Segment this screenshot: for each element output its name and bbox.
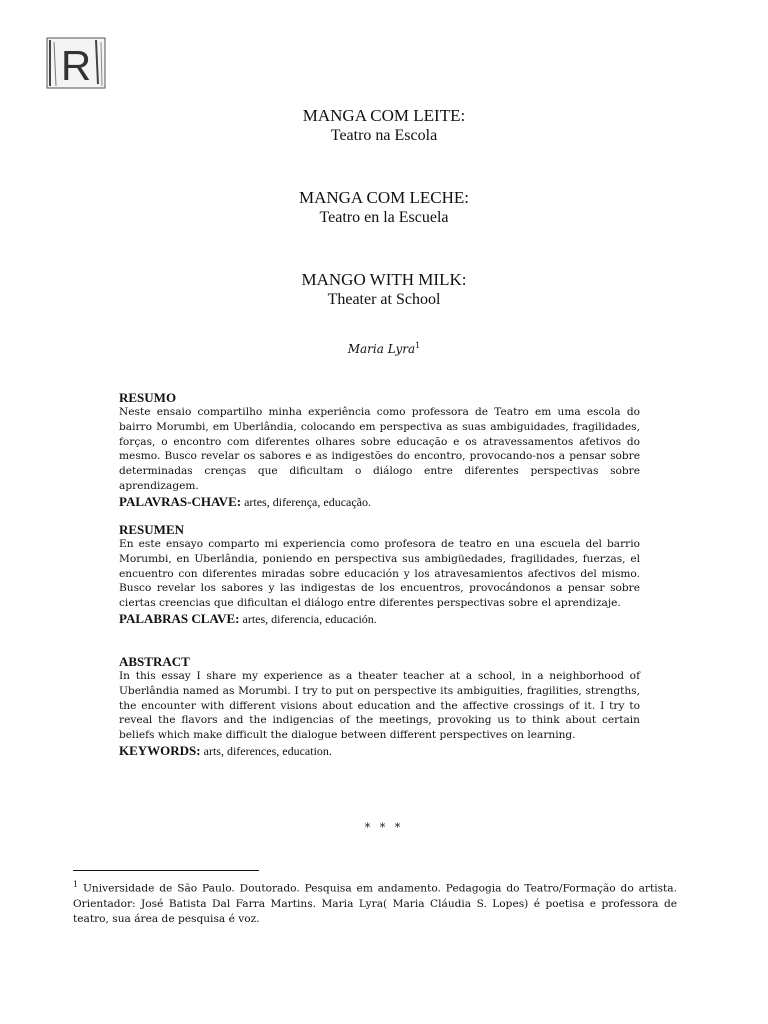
keywords-label: KEYWORDS: bbox=[119, 742, 201, 758]
section-heading: ABSTRACT bbox=[119, 654, 190, 669]
section-separator: * * * bbox=[364, 821, 404, 834]
title-spanish bbox=[0, 188, 768, 228]
section-heading: RESUMO bbox=[119, 390, 177, 405]
abstract-section bbox=[119, 654, 640, 759]
keywords-text: arts, diferences, education. bbox=[200, 743, 332, 758]
footnote-text: Universidade de São Paulo. Doutorado. Pesquisa em andamento. Pedagogia do Teatro/Formação do artista. Orientador: José Batista Dal Farra Martins. Maria Lyra( Maria Cláudia S. Lopes) é poetisa e professora de teatro, sua área de pesquisa é voz. bbox=[73, 882, 677, 925]
title-english bbox=[0, 270, 768, 310]
keywords-label: PALAVRAS-CHAVE: bbox=[119, 493, 242, 509]
keywords-line bbox=[119, 494, 640, 510]
keywords-text: artes, diferencia, educación. bbox=[239, 611, 377, 626]
resumo-section bbox=[119, 390, 640, 510]
author-line bbox=[0, 341, 768, 356]
section-body: En este ensayo comparto mi experiencia como profesora de teatro en una escuela del barrio Morumbi, en Uberlândia, poniendo en perspectiva sus ambigüedades, fragilidades, fuerzas, el encuentro con diferentes miradas sobre educación y los atravesamientos afectivos del mismo. Busco revelar los sabores y las indigestas de los encuentros, provocándonos a pensar sobre ciertas creencias que dificultan el diálogo entre diferentes perspectivas sobre el aprendizaje. bbox=[119, 538, 640, 610]
footnote bbox=[73, 877, 677, 927]
title-main: MANGA COM LECHE: bbox=[298, 188, 469, 207]
keywords-line bbox=[119, 611, 640, 627]
resumen-section bbox=[119, 522, 640, 627]
footnote-mark: 1 bbox=[73, 880, 79, 889]
keywords-label: PALABRAS CLAVE: bbox=[119, 610, 240, 626]
title-main: MANGA COM LEITE: bbox=[302, 106, 466, 125]
section-body: In this essay I share my experience as a theater teacher at a school, in a neighborhood of Uberlândia named as Morumbi. I try to put on perspective its ambiguities, fragilities, strengths, the encounter with different visions about education and the affective crossings of it. I try to reveal the flavors and the indigencias of the meetings, provoking us to think about certain beliefs which make difficult the dialogue between different perspectives on learning. bbox=[119, 670, 640, 742]
keywords-line bbox=[119, 743, 640, 759]
svg-text:R: R bbox=[60, 42, 92, 89]
title-sub: Teatro en la Escuela bbox=[319, 209, 449, 226]
section-heading: RESUMEN bbox=[119, 522, 185, 537]
section-body: Neste ensaio compartilho minha experiência como professora de Teatro em uma escola do bairro Morumbi, em Uberlândia, colocando em perspectiva as suas ambiguidades, fragilidades, forças, o encontro com diferentes olhares sobre educação e os atravessamentos afetivos do mesmo. Busco revelar os sabores e as indigestões do encontro, provocando-nos a pensar sobre determinadas crenças que dificultam o diálogo entre diferentes perspectivas sobre aprendizagem. bbox=[119, 406, 640, 492]
title-main: MANGO WITH MILK: bbox=[301, 270, 467, 289]
title-sub: Teatro na Escola bbox=[330, 127, 438, 144]
footnote-ref[interactable]: 1 bbox=[415, 341, 421, 350]
footnote-rule bbox=[73, 870, 259, 871]
title-portuguese bbox=[0, 106, 768, 146]
keywords-text: artes, diferença, educação. bbox=[241, 494, 371, 509]
author-name: Maria Lyra bbox=[347, 342, 416, 356]
title-sub: Theater at School bbox=[327, 291, 441, 308]
journal-logo bbox=[44, 34, 108, 92]
